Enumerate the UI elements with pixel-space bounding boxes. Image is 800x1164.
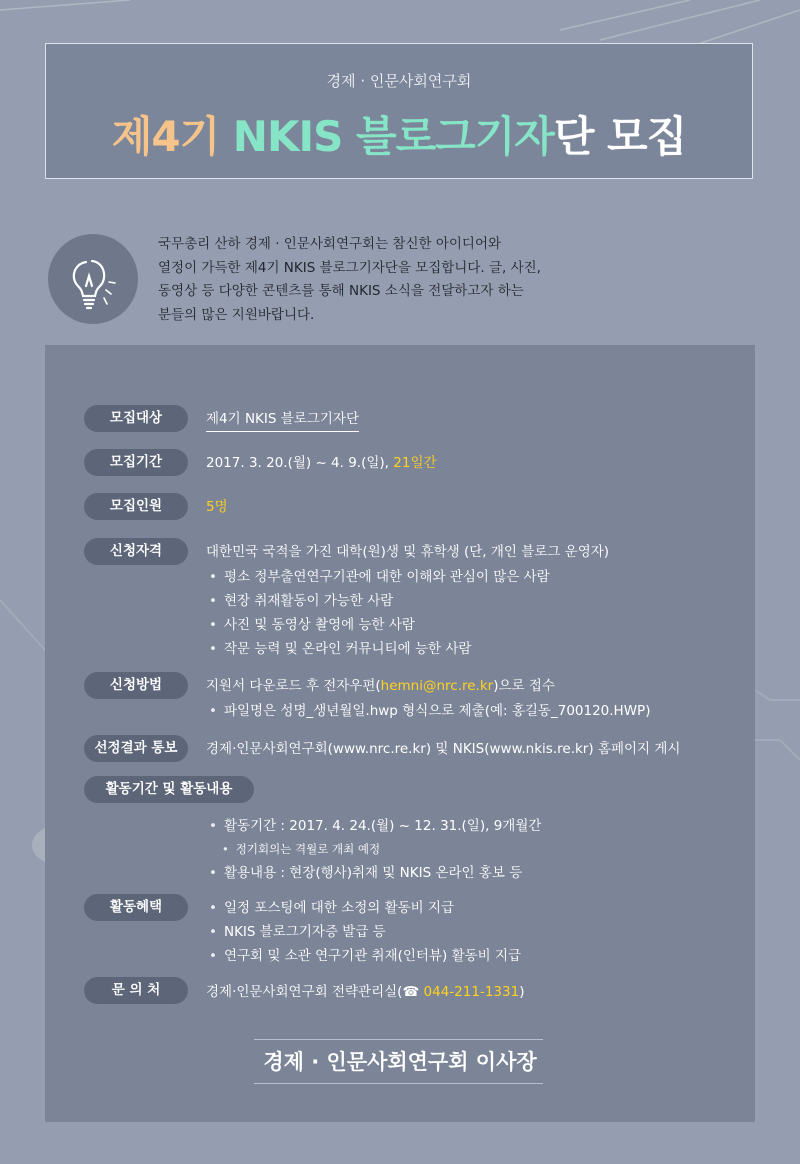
footer-divider-top [254,1039,543,1040]
period-highlight: 21일간 [393,455,437,471]
qualification-item: • 현장 취재활동이 가능한 사람 [209,591,393,611]
label-benefit: 활동혜택 [84,894,188,921]
label-period: 모집기간 [84,449,188,476]
qualification-item: • 평소 정부출연연구기관에 대한 이해와 관심이 많은 사람 [209,567,550,587]
email-link[interactable]: hemni@nrc.re.kr [380,678,494,694]
header-subtitle: 경제 · 인문사회연구회 [326,72,472,90]
label-count: 모집인원 [84,493,188,520]
label-qualification: 신청자격 [84,538,188,565]
activity-subitem: • 정기회의는 격월로 개최 예정 [222,839,380,859]
method-text-post: )으로 접수 [493,678,555,694]
title-part-3: 단 모집 [553,112,687,161]
page-title [46,104,752,164]
method-item: • 파일명은 성명_생년월일.hwp 형식으로 제출(예: 홍길동_700120.HWP) [209,701,650,721]
result-value: 경제·인문사회연구회(www.nrc.re.kr) 및 NKIS(www.nkis.re.kr) 홈페이지 게시 [206,741,681,757]
intro-line: 열정이 가득한 제4기 NKIS 블로그기자단을 모집합니다. 글, 사진, [158,259,541,276]
method-value [206,676,555,696]
intro-line: 동영상 등 다양한 콘텐츠를 통해 NKIS 소식을 전달하고자 하는 [158,283,524,299]
activity-item: • 활동기간 : 2017. 4. 24.(월) ~ 12. 31.(일), 9개월간 [209,816,541,836]
period-value [206,453,437,473]
count-highlight: 5명 [206,499,228,515]
qualification-item: • 작문 능력 및 온라인 커뮤니티에 능한 사람 [209,639,471,659]
header-box [45,43,753,179]
intro-line: 분들의 많은 지원바랍니다. [158,306,315,323]
label-contact: 문 의 처 [84,977,188,1004]
footer-signature: 경제 · 인문사회연구회 이사장 [263,1050,537,1074]
label-method: 신청방법 [84,672,188,699]
title-part-1: 제4기 [111,112,233,161]
qualification-item: • 사진 및 동영상 촬영에 능한 사람 [209,615,415,635]
label-target: 모집대상 [84,405,188,432]
benefit-item: • NKIS 블로그기자증 발급 등 [209,922,386,942]
period-text: 2017. 3. 20.(월) ~ 4. 9.(일), [206,455,394,471]
phone-number[interactable]: 044-211-1331 [423,984,520,1000]
target-text: 제4기 NKIS 블로그기자단 [206,411,359,432]
target-value [206,409,359,429]
label-activity: 활동기간 및 활동내용 [84,776,254,803]
phone-icon: ☎ [402,984,424,1000]
benefit-item: • 일정 포스팅에 대한 소정의 활동비 지급 [209,898,454,918]
qualification-value: 대한민국 국적을 가진 대학(원)생 및 휴학생 (단, 개인 블로그 운영자) [206,544,610,560]
count-value [206,497,228,517]
contact-text-pre: 경제·인문사회연구회 전략관리실( [206,984,403,1000]
contact-value [206,982,524,1002]
intro-text [158,233,578,327]
lightbulb-icon [48,234,138,324]
method-text-pre: 지원서 다운로드 후 전자우편( [206,678,381,694]
contact-text-post: ) [519,984,525,1000]
benefit-item: • 연구회 및 소관 연구기관 취재(인터뷰) 활동비 지급 [209,946,521,966]
activity-item: • 활용내용 : 현장(행사)취재 및 NKIS 온라인 홍보 등 [209,863,522,883]
intro-line: 국무총리 산하 경제 · 인문사회연구회는 참신한 아이디어와 [158,236,502,252]
label-result: 선정결과 통보 [84,735,188,762]
title-part-2: NKIS 블로그기자 [232,112,554,161]
footer-divider-bottom [254,1083,543,1084]
